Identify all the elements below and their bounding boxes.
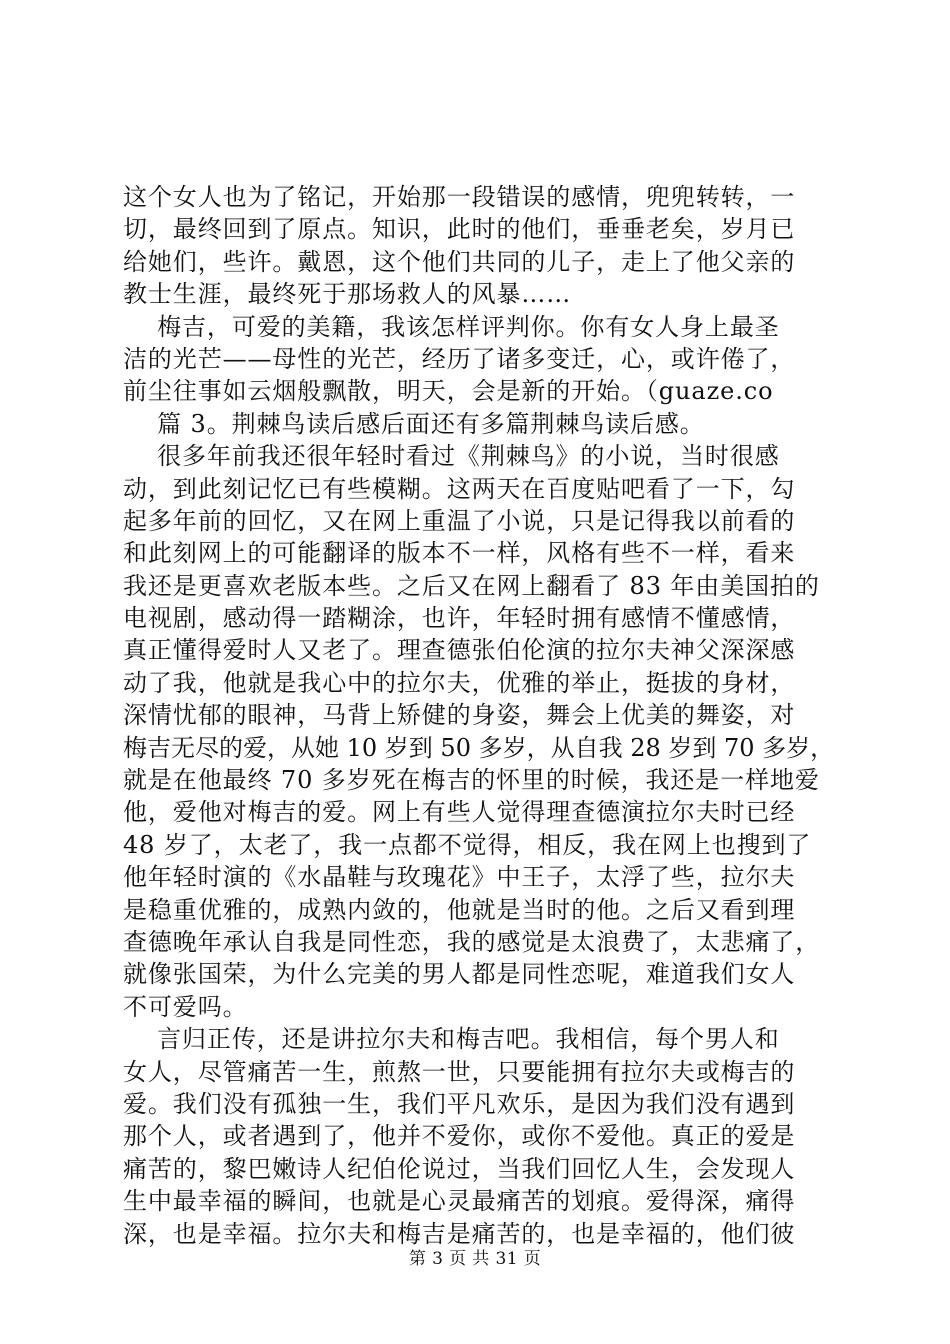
- text-line: 言归正传，还是讲拉尔夫和梅吉吧。我相信，每个男人和: [123, 1025, 780, 1054]
- text-line: 给她们，些许。戴恩，这个他们共同的儿子，走上了他父亲的: [123, 247, 796, 276]
- text-line: 切，最终回到了原点。知识，此时的他们，垂垂老矣，岁月已: [123, 215, 796, 244]
- text-line: 痛苦的，黎巴嫩诗人纪伯伦说过，当我们回忆人生，会发现人: [123, 1154, 796, 1183]
- page-number-footer: 第 3 页 共 31 页: [408, 1249, 542, 1269]
- text-line: 生中最幸福的瞬间，也就是心灵最痛苦的划痕。爱得深，痛得: [123, 1187, 796, 1216]
- text-line: 梅吉无尽的爱，从她 10 岁到 50 多岁，从自我 28 岁到 70 多岁，: [123, 733, 835, 762]
- text-line: 他年轻时演的《水晶鞋与玫瑰花》中王子，太浮了些，拉尔夫: [123, 863, 796, 892]
- text-line: 他，爱他对梅吉的爱。网上有些人觉得理查德演拉尔夫时已经: [123, 798, 796, 827]
- text-line: 不可爱吗。: [123, 992, 248, 1021]
- text-line: 梅吉，可爱的美籍，我该怎样评判你。你有女人身上最圣: [123, 312, 780, 341]
- text-line: 很多年前我还很年轻时看过《荆棘鸟》的小说，当时很感: [123, 442, 780, 471]
- text-line: 深，也是幸福。拉尔夫和梅吉是痛苦的，也是幸福的，他们彼: [123, 1219, 796, 1248]
- text-line: 那个人，或者遇到了，他并不爱你，或你不爱他。真正的爱是: [123, 1122, 796, 1151]
- text-line: 就是在他最终 70 多岁死在梅吉的怀里的时候，我还是一样地爱: [123, 766, 820, 795]
- text-line: 和此刻网上的可能翻译的版本不一样，风格有些不一样，看来: [123, 539, 796, 568]
- text-line: 洁的光芒——母性的光芒，经历了诸多变迁，心，或许倦了，: [123, 344, 796, 373]
- text-line: 电视剧，感动得一踏糊涂，也许，年轻时拥有感情不懂感情，: [123, 604, 796, 633]
- body-text: [123, 181, 837, 1250]
- text-line: 前尘往事如云烟般飘散，明天，会是新的开始。（guaze.co: [123, 377, 774, 406]
- text-line: 我还是更喜欢老版本些。之后又在网上翻看了 83 年由美国拍的: [123, 571, 820, 600]
- text-line: 动了我，他就是我心中的拉尔夫，优雅的举止，挺拔的身材，: [123, 668, 796, 697]
- text-line: 女人，尽管痛苦一生，煎熬一世，只要能拥有拉尔夫或梅吉的: [123, 1057, 796, 1086]
- text-line: 真正懂得爱时人又老了。理查德张伯伦演的拉尔夫神父深深感: [123, 636, 796, 665]
- text-line: 查德晚年承认自我是同性恋，我的感觉是太浪费了，太悲痛了，: [123, 927, 821, 956]
- text-line: 教士生涯，最终死于那场救人的风暴……: [123, 280, 572, 309]
- text-line: 动，到此刻记忆已有些模糊。这两天在百度贴吧看了一下，勾: [123, 474, 796, 503]
- text-line: 就像张国荣，为什么完美的男人都是同性恋呢，难道我们女人: [123, 960, 796, 989]
- text-line: 深情忧郁的眼神，马背上矫健的身姿，舞会上优美的舞姿，对: [123, 701, 796, 730]
- text-line: 48 岁了，太老了，我一点都不觉得，相反，我在网上也搜到了: [123, 830, 812, 859]
- text-line: 起多年前的回忆，又在网上重温了小说，只是记得我以前看的: [123, 506, 796, 535]
- text-line: 篇 3。荆棘鸟读后感后面还有多篇荆棘鸟读后感。: [123, 409, 705, 438]
- text-line: 是稳重优雅的，成熟内敛的，他就是当时的他。之后又看到理: [123, 895, 796, 924]
- text-line: 爱。我们没有孤独一生，我们平凡欢乐，是因为我们没有遇到: [123, 1089, 796, 1118]
- text-line: 这个女人也为了铭记，开始那一段错误的感情，兜兜转转，一: [123, 183, 796, 211]
